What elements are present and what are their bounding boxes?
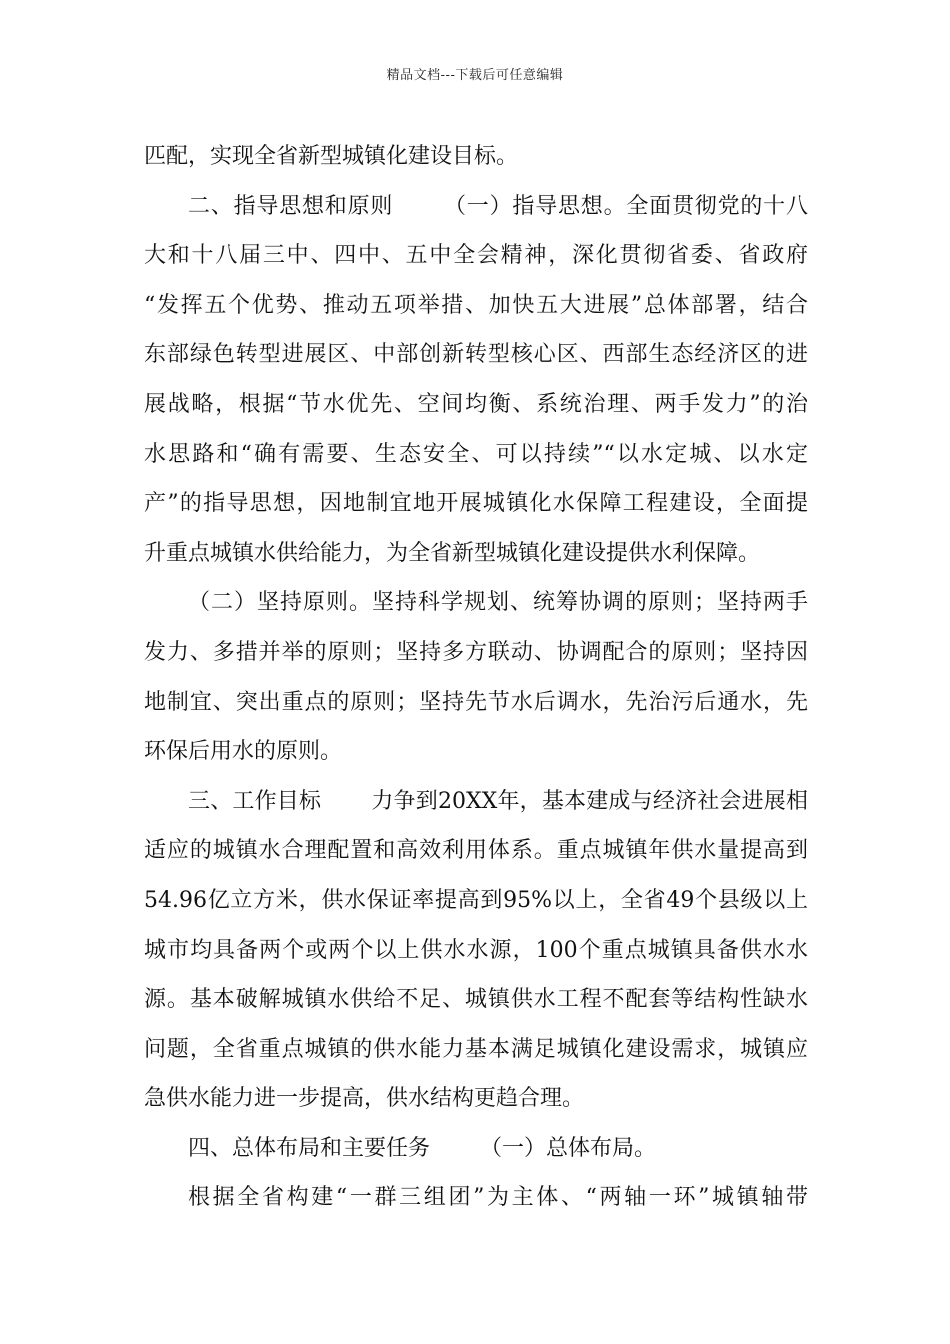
section-text: 力争到20XX年，基本建成与经济社会进展相 <box>371 788 808 814</box>
text-line: （二）坚持原则。坚持科学规划、统筹协调的原则；坚持两手 <box>188 590 808 616</box>
text-line: 水思路和“确有需要、生态安全、可以持续”“以水定城、以水定 <box>144 441 808 467</box>
subsection-text: （一）指导思想。全面贯彻党的十八 <box>443 193 808 219</box>
text-line: 升重点城镇水供给能力，为全省新型城镇化建设提供水利保障。 <box>144 540 761 566</box>
text-line: 地制宜、突出重点的原则；坚持先节水后调水，先治污后通水，先 <box>144 689 808 715</box>
text-line: 急供水能力进一步提高，供水结构更趋合理。 <box>144 1086 585 1112</box>
text-line: 东部绿色转型进展区、中部创新转型核心区、西部生态经济区的进 <box>144 342 808 368</box>
section-heading: 三、工作目标 <box>188 788 322 814</box>
text-line: “发挥五个优势、推动五项举措、加快五大进展”总体部署，结合 <box>144 292 808 318</box>
subsection-text: （一）总体布局。 <box>480 1135 657 1161</box>
section-heading: 二、指导思想和原则 <box>188 193 394 219</box>
text-line: 适应的城镇水合理配置和高效利用体系。重点城镇年供水量提高到 <box>144 838 808 864</box>
text-line: 根据全省构建“一群三组团”为主体、“两轴一环”城镇轴带 <box>188 1185 808 1211</box>
section-heading: 四、总体布局和主要任务 <box>188 1135 431 1161</box>
text-line: 环保后用水的原则。 <box>144 739 343 765</box>
text-line: 54.96亿立方米，供水保证率提高到95%以上，全省49个县级以上 <box>144 887 808 913</box>
section-heading-line <box>144 777 808 827</box>
text-line: 发力、多措并举的原则；坚持多方联动、协调配合的原则；坚持因 <box>144 639 808 665</box>
page-header: 精品文档---下载后可任意编辑 <box>386 68 564 83</box>
section-heading-line <box>144 182 808 232</box>
document-body <box>144 132 808 1223</box>
text-line: 展战略，根据“节水优先、空间均衡、系统治理、两手发力”的治 <box>144 391 808 417</box>
text-line: 源。基本破解城镇水供给不足、城镇供水工程不配套等结构性缺水 <box>144 987 808 1013</box>
text-line: 大和十八届三中、四中、五中全会精神，深化贯彻省委、省政府 <box>144 243 808 269</box>
text-line: 产”的指导思想，因地制宜地开展城镇化水保障工程建设，全面提 <box>144 491 808 517</box>
section-heading-line <box>144 1124 808 1174</box>
text-line: 问题，全省重点城镇的供水能力基本满足城镇化建设需求，城镇应 <box>144 1036 808 1062</box>
text-line: 城市均具备两个或两个以上供水水源，100个重点城镇具备供水水 <box>144 937 808 963</box>
text-line: 匹配，实现全省新型城镇化建设目标。 <box>144 144 519 169</box>
